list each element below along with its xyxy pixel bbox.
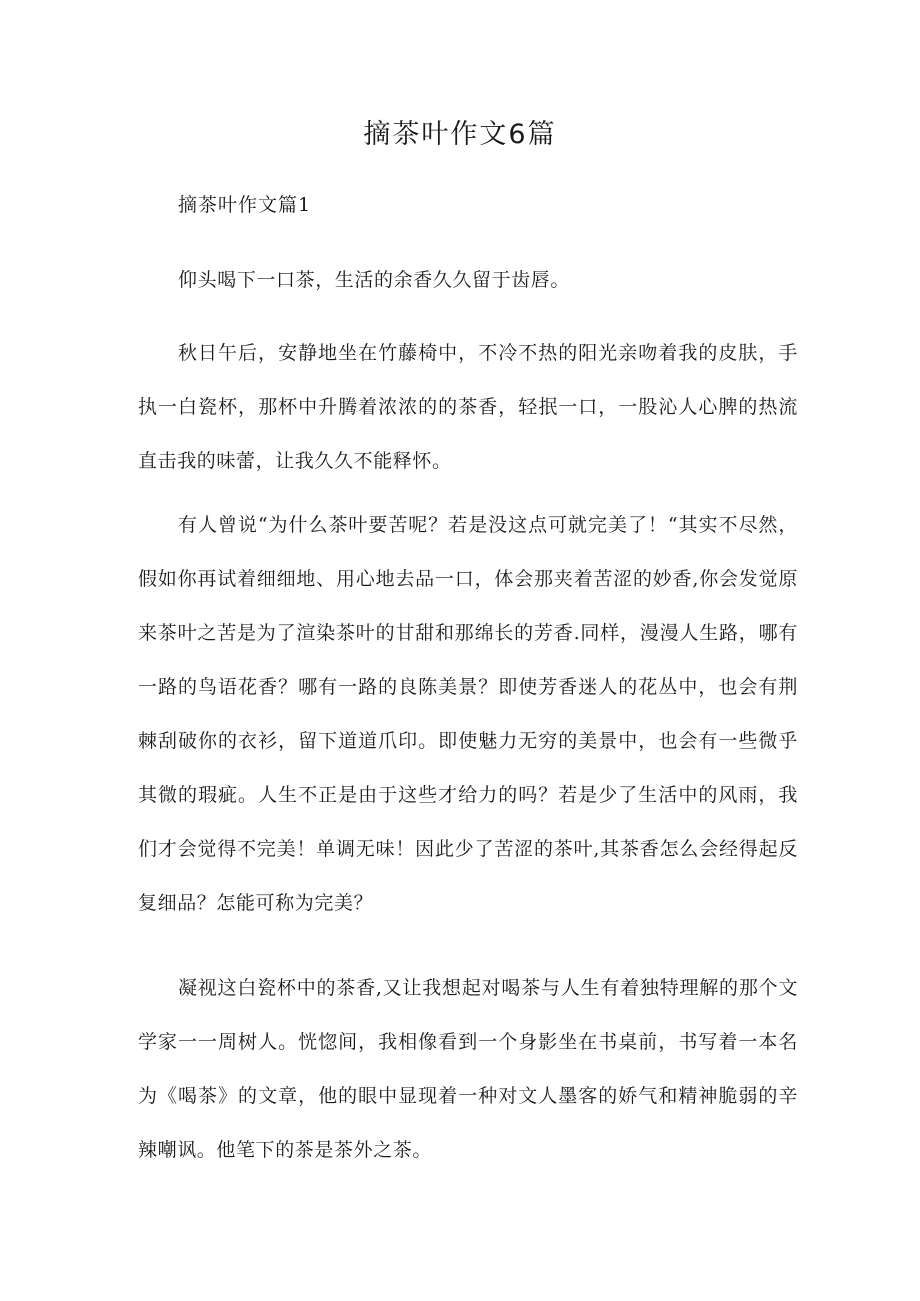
- paragraph: 秋日午后，安静地坐在竹藤椅中，不冷不热的阳光亲吻着我的皮肤，手执一白瓷杯，那杯中升腾着浓浓的的茶香，轻抿一口，一股沁人心脾的热流直击我的味蕾，让我久久不能释怀。: [138, 342, 798, 472]
- paragraph: 有人曾说“为什么茶叶要苦呢？若是没这点可就完美了！“其实不尽然，假如你再试着细细地、用心地去品一口，体会那夹着苦涩的妙香,你会发觉原来茶叶之苦是为了渲染茶叶的甘甜和那绵长的芳香.同样，漫漫人生路，哪有一路的鸟语花香？哪有一路的良陈美景？即使芳香迷人的花丛中，也会有荆棘刮破你的衣衫，留下道道爪印。即使魅力无穷的美景中，也会有一些微乎其微的瑕疵。人生不正是由于这些才给力的吗？若是少了生活中的风雨，我们才会觉得不完美！单调无味！因此少了苦涩的茶叶,其茶香怎么会经得起反复细品？怎能可称为完美？: [138, 514, 798, 914]
- paragraph: 仰头喝下一口茶，生活的余香久久留于齿唇。: [178, 269, 571, 291]
- section-heading: 摘茶叶作文篇1: [178, 194, 312, 216]
- document-title: 摘茶叶作文6篇: [363, 119, 557, 150]
- paragraph: 凝视这白瓷杯中的茶香,又让我想起对喝茶与人生有着独特理解的那个文学家一一周树人。恍惚间，我相像看到一个身影坐在书桌前，书写着一本名为《喝茶》的文章，他的眼中显现着一种对文人墨客的娇气和精神脆弱的辛辣嘲讽。他笔下的茶是茶外之茶。: [138, 977, 798, 1161]
